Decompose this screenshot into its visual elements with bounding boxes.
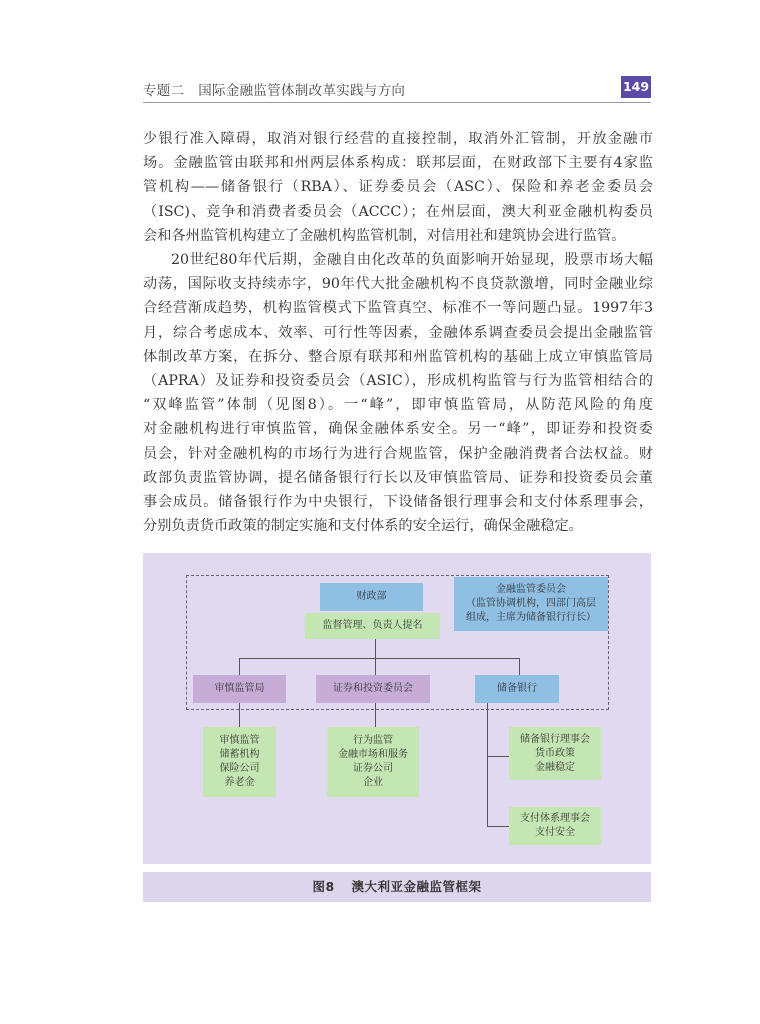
node-label: 储备银行	[497, 683, 537, 694]
scope-item: 养老金	[224, 777, 255, 788]
node-payments-system-board	[509, 807, 601, 845]
text-line: 员会，针对金融机构的市场行为进行合规监管，保护金融消费者合法权益。财	[143, 445, 653, 462]
scope-item: 储备银行理事会	[520, 733, 590, 745]
node-apra	[193, 675, 286, 703]
figure-number: 图8	[312, 879, 335, 894]
text-line: 体制改革方案，在拆分、整合原有联邦和州监管机构的基础上成立审慎监管局	[143, 348, 653, 365]
scope-item: 审慎监管	[219, 735, 260, 746]
connector	[487, 703, 488, 827]
node-asic-scope	[327, 727, 419, 797]
node-desc: （监管协调机构，四部门高层	[466, 598, 596, 609]
paragraph-1	[143, 127, 653, 248]
node-asic	[316, 675, 430, 703]
body-text	[143, 127, 653, 538]
connector	[239, 703, 240, 727]
node-apra-scope	[203, 727, 276, 797]
text-line: 对金融机构进行审慎监管，确保金融体系安全。另一“峰”，即证券和投资委	[143, 421, 653, 438]
connector	[239, 658, 240, 675]
connector	[487, 756, 509, 757]
text-line: 动荡，国际收支持续赤字，90年代大批金融机构不良贷款激增，同时金融业综	[143, 276, 653, 293]
scope-item: 行为监管	[353, 735, 393, 746]
node-label: 证券和投资委员会	[333, 683, 413, 694]
node-treasury-role	[305, 613, 440, 639]
text-line: 少银行准入障碍，取消对银行经营的直接控制，取消外汇管制，开放金融市	[143, 131, 653, 147]
figure-title: 澳大利亚金融监管框架	[351, 879, 482, 894]
node-rba	[475, 675, 559, 703]
scope-item: 企业	[363, 777, 383, 788]
text-line: 20世纪80年代后期，金融自由化改革的负面影响开始显现，股票市场大幅	[171, 252, 653, 269]
text-line: “双峰监管”体制（见图8）。一“峰”，即审慎监管局，从防范风险的角度	[143, 397, 653, 414]
text-line: 管机构——储备银行（RBA）、证券委员会（ASC）、保险和养老金委员会	[143, 179, 653, 196]
page-number-badge: 149	[621, 76, 651, 98]
node-label: 财政部	[356, 591, 387, 602]
scope-item: 金融稳定	[535, 761, 575, 773]
paragraph-2	[143, 248, 653, 538]
connector	[487, 826, 509, 827]
node-label: 金融监管委员会	[496, 584, 566, 595]
chapter-title: 专题二 国际金融监管体制改革实践与方向	[143, 83, 406, 99]
text-line: 场。金融监管由联邦和州两层体系构成：联邦层面，在财政部下主要有4家监	[143, 155, 653, 172]
text-line: 分别负责货币政策的制定实施和支付体系的安全运行，确保金融稳定。	[143, 518, 583, 535]
text-line: 合经营渐成趋势，机构监管模式下监管真空、标准不一等问题凸显。1997年3	[143, 300, 653, 317]
scope-item: 支付安全	[535, 827, 575, 838]
connector	[375, 658, 376, 675]
node-treasury	[320, 583, 423, 611]
scope-item: 储蓄机构	[219, 749, 260, 760]
node-label: 监督管理、负责人提名	[322, 620, 423, 631]
connector	[239, 658, 520, 659]
node-rba-board	[509, 727, 601, 780]
scope-item: 金融市场和服务	[338, 749, 408, 760]
figure-8-diagram	[143, 553, 651, 864]
scope-item: 支付体系理事会	[520, 813, 590, 824]
text-line: 事会成员。储备银行作为中央银行，下设储备银行理事会和支付体系理事会，	[143, 494, 653, 511]
scope-item: 货币政策	[535, 747, 575, 759]
figure-caption	[143, 872, 651, 902]
running-header	[143, 76, 651, 103]
text-line: （ISC)、竞争和消费者委员会（ACCC）；在州层面，澳大利亚金融机构委员	[143, 203, 653, 220]
connector	[519, 658, 520, 675]
scope-item: 证券公司	[353, 763, 393, 774]
scope-item: 保险公司	[219, 763, 260, 774]
node-council-of-financial-regulators	[454, 577, 608, 631]
text-line: 会和各州监管机构建立了金融机构监管机制，对信用社和建筑协会进行监管。	[143, 227, 626, 244]
text-line: 月，综合考虑成本、效率、可行性等因素，金融体系调查委员会提出金融监管	[143, 324, 653, 341]
text-line: （APRA）及证券和投资委员会（ASIC），形成机构监管与行为监管相结合的	[143, 373, 653, 390]
node-desc: 组成，主席为储备银行行长）	[466, 612, 596, 623]
node-label: 审慎监管局	[214, 683, 265, 694]
connector	[375, 703, 376, 727]
connector	[375, 639, 376, 659]
text-line: 政部负责监管协调，提名储备银行行长以及审慎监管局、证券和投资委员会董	[143, 469, 653, 486]
